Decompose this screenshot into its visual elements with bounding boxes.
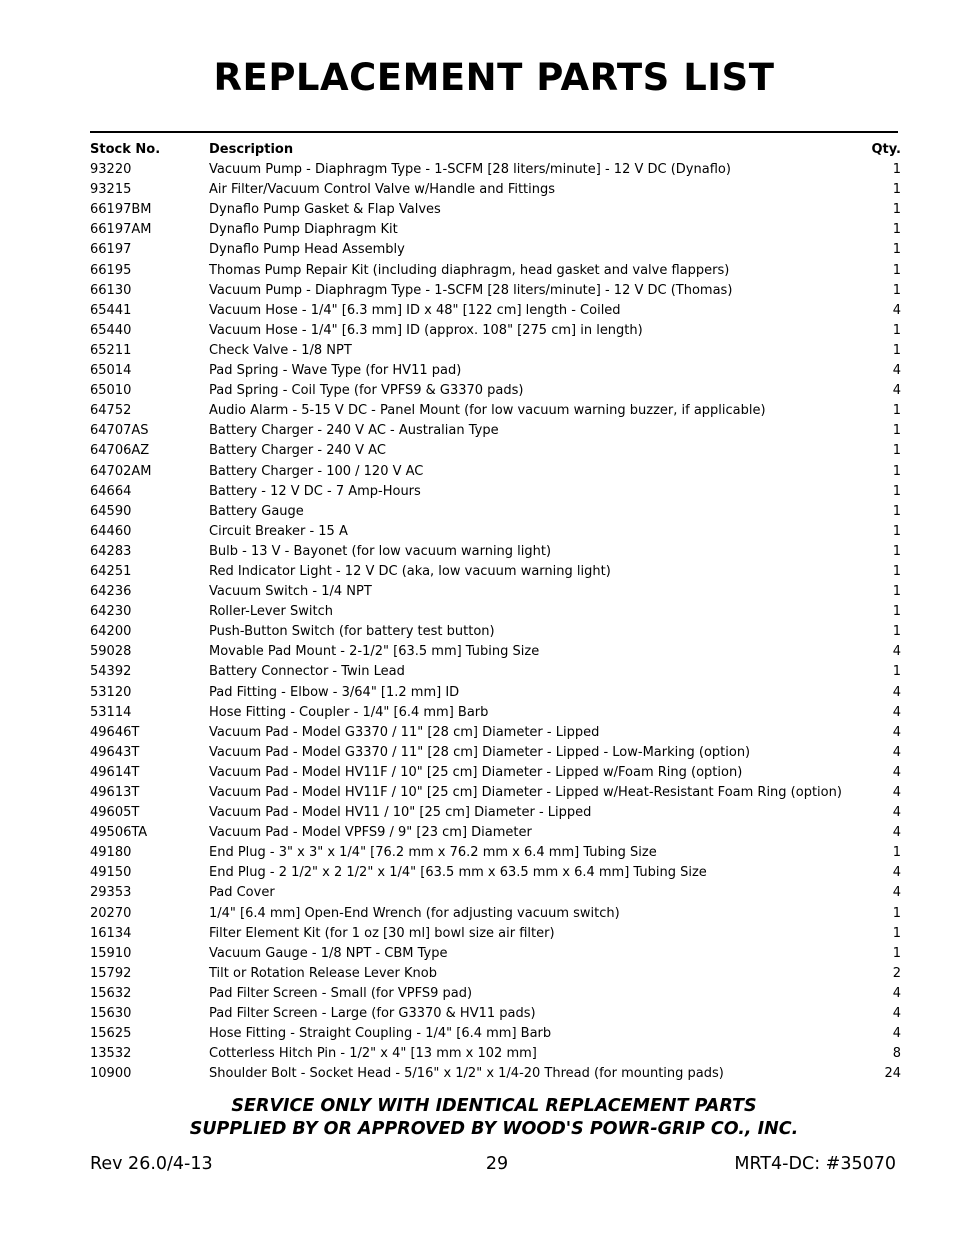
header-description: Description <box>209 142 294 157</box>
description-cell: Vacuum Pump - Diaphragm Type - 1-SCFM [28 liters/minute] - 12 V DC (Thomas) <box>209 282 733 298</box>
qty-cell: 4 <box>892 383 901 399</box>
qty-cell: 4 <box>892 764 901 780</box>
stock-no-cell: 15632 <box>90 985 132 1001</box>
description-cell: Vacuum Hose - 1/4" [6.3 mm] ID x 48" [122 cm] length - Coiled <box>209 302 621 318</box>
qty-cell: 1 <box>892 905 901 921</box>
stock-no-cell: 53114 <box>90 704 132 720</box>
qty-cell: 4 <box>892 865 901 881</box>
stock-no-cell: 13532 <box>90 1046 132 1062</box>
stock-no-cell: 29353 <box>90 885 132 901</box>
description-cell: Thomas Pump Repair Kit (including diaphragm, head gasket and valve flappers) <box>209 262 730 278</box>
description-cell: Pad Spring - Wave Type (for HV11 pad) <box>209 363 462 379</box>
table-row <box>90 1024 901 1044</box>
stock-no-cell: 65211 <box>90 342 132 358</box>
table-row <box>90 240 901 260</box>
description-cell: Air Filter/Vacuum Control Valve w/Handle and Fittings <box>209 182 556 198</box>
stock-no-cell: 20270 <box>90 905 132 921</box>
qty-cell: 1 <box>892 182 901 198</box>
description-cell: Vacuum Switch - 1/4 NPT <box>209 584 372 600</box>
table-row <box>90 582 901 602</box>
description-cell: End Plug - 3" x 3" x 1/4" [76.2 mm x 76.2 mm x 6.4 mm] Tubing Size <box>209 845 657 861</box>
qty-cell: 1 <box>892 523 901 539</box>
qty-cell: 4 <box>892 805 901 821</box>
qty-cell: 4 <box>892 825 901 841</box>
description-cell: Cotterless Hitch Pin - 1/2" x 4" [13 mm x 102 mm] <box>209 1046 537 1062</box>
qty-cell: 4 <box>892 744 901 760</box>
qty-cell: 1 <box>892 162 901 178</box>
description-cell: Filter Element Kit (for 1 oz [30 ml] bowl size air filter) <box>209 925 555 941</box>
description-cell: Tilt or Rotation Release Lever Knob <box>209 965 438 981</box>
description-cell: Movable Pad Mount - 2-1/2" [63.5 mm] Tubing Size <box>209 644 540 660</box>
qty-cell: 1 <box>892 624 901 640</box>
description-cell: Vacuum Pad - Model G3370 / 11" [28 cm] Diameter - Lipped - Low-Marking (option) <box>209 744 751 760</box>
table-row <box>90 341 901 361</box>
table-row <box>90 522 901 542</box>
table-row <box>90 683 901 703</box>
stock-no-cell: 64590 <box>90 503 132 519</box>
table-row <box>90 421 901 441</box>
table-row <box>90 904 901 924</box>
description-cell: Red Indicator Light - 12 V DC (aka, low vacuum warning light) <box>209 563 611 579</box>
stock-no-cell: 49180 <box>90 845 132 861</box>
qty-cell: 2 <box>892 965 901 981</box>
qty-cell: 1 <box>892 282 901 298</box>
qty-cell: 4 <box>892 363 901 379</box>
stock-no-cell: 54392 <box>90 664 132 680</box>
description-cell: Circuit Breaker - 15 A <box>209 523 348 539</box>
qty-cell: 1 <box>892 202 901 218</box>
description-cell: Battery Charger - 240 V AC - Australian Type <box>209 423 499 439</box>
table-row <box>90 944 901 964</box>
description-cell: Pad Fitting - Elbow - 3/64" [1.2 mm] ID <box>209 684 460 700</box>
stock-no-cell: 49613T <box>90 785 140 800</box>
description-cell: Dynaflo Pump Gasket & Flap Valves <box>209 202 441 218</box>
table-row <box>90 281 901 301</box>
table-row <box>90 883 901 903</box>
qty-cell: 4 <box>892 684 901 700</box>
table-row <box>90 200 901 220</box>
table-row <box>90 823 901 843</box>
stock-no-cell: 93215 <box>90 182 132 198</box>
stock-no-cell: 64752 <box>90 403 132 419</box>
stock-no-cell: 66195 <box>90 262 132 278</box>
table-row <box>90 220 901 240</box>
qty-cell: 1 <box>892 222 901 238</box>
stock-no-cell: 66197BM <box>90 202 152 218</box>
table-row <box>90 542 901 562</box>
qty-cell: 1 <box>892 443 901 459</box>
qty-cell: 1 <box>892 463 901 479</box>
description-cell: Pad Cover <box>209 885 275 901</box>
qty-cell: 4 <box>892 644 901 660</box>
table-row <box>90 301 901 321</box>
qty-cell: 1 <box>892 845 901 861</box>
stock-no-cell: 64702AM <box>90 463 152 479</box>
stock-no-cell: 66130 <box>90 282 132 298</box>
stock-no-cell: 66197 <box>90 242 132 258</box>
stock-no-cell: 15792 <box>90 965 132 981</box>
qty-cell: 1 <box>892 342 901 358</box>
footer-page-number: 29 <box>485 1154 509 1174</box>
stock-no-cell: 93220 <box>90 162 132 178</box>
description-cell: Hose Fitting - Straight Coupling - 1/4" [6.4 mm] Barb <box>209 1026 552 1042</box>
description-cell: Audio Alarm - 5-15 V DC - Panel Mount (for low vacuum warning buzzer, if applicable) <box>209 403 766 419</box>
table-body <box>90 160 901 1084</box>
qty-cell: 4 <box>892 302 901 318</box>
table-row <box>90 261 901 281</box>
table-row <box>90 160 901 180</box>
table-row <box>90 321 901 341</box>
qty-cell: 1 <box>892 242 901 258</box>
table-row <box>90 662 901 682</box>
stock-no-cell: 65014 <box>90 363 132 379</box>
qty-cell: 1 <box>892 322 901 338</box>
qty-cell: 1 <box>892 584 901 600</box>
qty-cell: 1 <box>892 563 901 579</box>
table-row <box>90 723 901 743</box>
qty-cell: 4 <box>892 724 901 740</box>
table-row <box>90 381 901 401</box>
stock-no-cell: 53120 <box>90 684 132 700</box>
stock-no-cell: 16134 <box>90 925 132 941</box>
description-cell: Vacuum Pump - Diaphragm Type - 1-SCFM [28 liters/minute] - 12 V DC (Dynaflo) <box>209 162 731 178</box>
qty-cell: 1 <box>892 403 901 419</box>
stock-no-cell: 65440 <box>90 322 132 338</box>
table-row <box>90 441 901 461</box>
table-row <box>90 703 901 723</box>
table-row <box>90 924 901 944</box>
table-row <box>90 783 901 803</box>
stock-no-cell: 15910 <box>90 945 132 961</box>
table-row <box>90 1004 901 1024</box>
stock-no-cell: 49150 <box>90 865 132 881</box>
qty-cell: 4 <box>892 985 901 1001</box>
title-divider <box>90 131 898 133</box>
table-row <box>90 803 901 823</box>
description-cell: Battery Connector - Twin Lead <box>209 664 405 680</box>
description-cell: Dynaflo Pump Head Assembly <box>209 242 405 258</box>
stock-no-cell: 64236 <box>90 584 132 600</box>
qty-cell: 1 <box>892 423 901 439</box>
stock-no-cell: 65441 <box>90 302 132 318</box>
qty-cell: 4 <box>892 704 901 720</box>
stock-no-cell: 64460 <box>90 523 132 539</box>
qty-cell: 1 <box>892 503 901 519</box>
stock-no-cell: 49643T <box>90 744 140 760</box>
table-row <box>90 1044 901 1064</box>
qty-cell: 1 <box>892 925 901 941</box>
qty-cell: 4 <box>892 885 901 901</box>
stock-no-cell: 10900 <box>90 1066 132 1082</box>
table-row <box>90 462 901 482</box>
description-cell: End Plug - 2 1/2" x 2 1/2" x 1/4" [63.5 mm x 63.5 mm x 6.4 mm] Tubing Size <box>209 865 707 881</box>
description-cell: Vacuum Pad - Model HV11F / 10" [25 cm] Diameter - Lipped w/Foam Ring (option) <box>209 764 743 780</box>
table-row <box>90 482 901 502</box>
description-cell: Push-Button Switch (for battery test button) <box>209 624 495 640</box>
stock-no-cell: 59028 <box>90 644 132 660</box>
description-cell: Pad Filter Screen - Large (for G3370 & HV11 pads) <box>209 1006 536 1022</box>
qty-cell: 1 <box>892 262 901 278</box>
qty-cell: 4 <box>892 1006 901 1022</box>
stock-no-cell: 49506TA <box>90 825 148 841</box>
stock-no-cell: 64283 <box>90 543 132 559</box>
stock-no-cell: 49614T <box>90 764 140 780</box>
description-cell: 1/4" [6.4 mm] Open-End Wrench (for adjusting vacuum switch) <box>209 905 620 921</box>
qty-cell: 8 <box>892 1046 901 1062</box>
description-cell: Dynaflo Pump Diaphragm Kit <box>209 222 398 238</box>
header-stock-no: Stock No. <box>90 142 161 157</box>
footer-revision: Rev 26.0/4-13 <box>90 1154 213 1174</box>
description-cell: Bulb - 13 V - Bayonet (for low vacuum warning light) <box>209 543 552 559</box>
stock-no-cell: 15625 <box>90 1026 132 1042</box>
table-header <box>90 140 901 160</box>
header-qty: Qty. <box>871 142 901 157</box>
qty-cell: 4 <box>892 785 901 800</box>
description-cell: Vacuum Hose - 1/4" [6.3 mm] ID (approx. 108" [275 cm] in length) <box>209 322 643 338</box>
table-row <box>90 1064 901 1084</box>
table-row <box>90 863 901 883</box>
description-cell: Vacuum Pad - Model HV11F / 10" [25 cm] Diameter - Lipped w/Heat-Resistant Foam Ring (option) <box>209 785 842 800</box>
table-row <box>90 502 901 522</box>
stock-no-cell: 66197AM <box>90 222 152 238</box>
stock-no-cell: 64707AS <box>90 423 149 439</box>
description-cell: Battery Charger - 240 V AC <box>209 443 386 459</box>
table-row <box>90 642 901 662</box>
description-cell: Check Valve - 1/8 NPT <box>209 342 352 358</box>
footer-document-id: MRT4-DC: #35070 <box>734 1154 896 1174</box>
qty-cell: 24 <box>884 1066 901 1082</box>
table-row <box>90 984 901 1004</box>
stock-no-cell: 64664 <box>90 483 132 499</box>
qty-cell: 1 <box>892 664 901 680</box>
description-cell: Vacuum Gauge - 1/8 NPT - CBM Type <box>209 945 448 961</box>
description-cell: Hose Fitting - Coupler - 1/4" [6.4 mm] Barb <box>209 704 489 720</box>
page-title: REPLACEMENT PARTS LIST <box>213 56 775 99</box>
description-cell: Roller-Lever Switch <box>209 604 333 620</box>
description-cell: Shoulder Bolt - Socket Head - 5/16" x 1/2" x 1/4-20 Thread (for mounting pads) <box>209 1066 724 1082</box>
stock-no-cell: 65010 <box>90 383 132 399</box>
table-row <box>90 602 901 622</box>
table-row <box>90 180 901 200</box>
table-row <box>90 401 901 421</box>
description-cell: Pad Filter Screen - Small (for VPFS9 pad) <box>209 985 473 1001</box>
stock-no-cell: 64200 <box>90 624 132 640</box>
qty-cell: 1 <box>892 604 901 620</box>
stock-no-cell: 49646T <box>90 724 140 740</box>
stock-no-cell: 64230 <box>90 604 132 620</box>
service-notice-line-2: SUPPLIED BY OR APPROVED BY WOOD'S POWR-GRIP CO., INC. <box>189 1119 799 1139</box>
parts-table <box>90 140 901 1084</box>
service-notice-line-1: SERVICE ONLY WITH IDENTICAL REPLACEMENT PARTS <box>231 1096 757 1116</box>
stock-no-cell: 64251 <box>90 563 132 579</box>
description-cell: Pad Spring - Coil Type (for VPFS9 & G3370 pads) <box>209 383 524 399</box>
description-cell: Vacuum Pad - Model VPFS9 / 9" [23 cm] Diameter <box>209 825 532 841</box>
description-cell: Vacuum Pad - Model HV11 / 10" [25 cm] Diameter - Lipped <box>209 805 592 821</box>
table-row <box>90 964 901 984</box>
qty-cell: 1 <box>892 543 901 559</box>
description-cell: Battery - 12 V DC - 7 Amp-Hours <box>209 483 421 499</box>
qty-cell: 1 <box>892 483 901 499</box>
table-row <box>90 743 901 763</box>
stock-no-cell: 64706AZ <box>90 443 150 459</box>
qty-cell: 4 <box>892 1026 901 1042</box>
stock-no-cell: 49605T <box>90 805 140 821</box>
qty-cell: 1 <box>892 945 901 961</box>
description-cell: Battery Gauge <box>209 503 304 519</box>
table-row <box>90 843 901 863</box>
table-row <box>90 622 901 642</box>
table-row <box>90 562 901 582</box>
table-row <box>90 763 901 783</box>
description-cell: Battery Charger - 100 / 120 V AC <box>209 463 424 479</box>
stock-no-cell: 15630 <box>90 1006 132 1022</box>
table-row <box>90 361 901 381</box>
description-cell: Vacuum Pad - Model G3370 / 11" [28 cm] Diameter - Lipped <box>209 724 600 740</box>
